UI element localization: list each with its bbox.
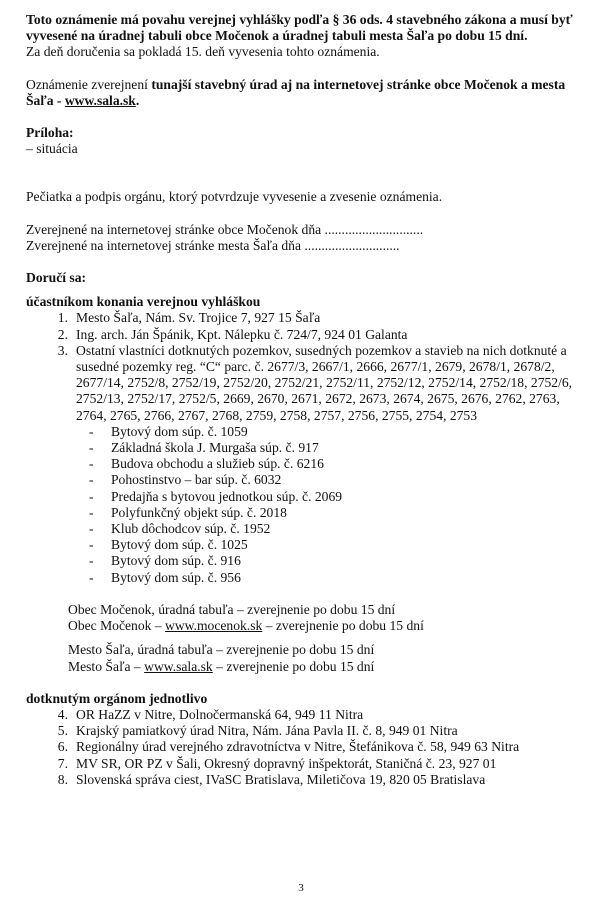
board-text: – zverejnenie po dobu 15 dní (212, 658, 375, 674)
list-item: - Budova obchodu a služieb súp. č. 6216 (89, 456, 324, 472)
list-item: - Predajňa s bytovou jednotkou súp. č. 2069 (89, 488, 343, 504)
list-number: 2. (57, 326, 68, 342)
document-page (26, 12, 586, 788)
list-item (26, 343, 586, 424)
published-sala: Zverejnené na internetovej stránke mesta Šaľa dňa ............................ (26, 237, 400, 253)
stamp-signature-text: Pečiatka a podpis orgánu, ktorý potvrdzuje vyvesenie a zvesenie oznámenia. (26, 189, 443, 205)
published-mocenok: Zverejnené na internetovej stránke obce Močenok dňa ............................. (26, 221, 424, 237)
list-item (26, 756, 586, 772)
list-number: 8. (57, 771, 68, 787)
delivery-date-statement: Za deň doručenia sa pokladá 15. deň vyvesenia tohto oznámenia. (26, 44, 380, 60)
board-text: Obec Močenok, úradná tabuľa – zverejnenie po dobu 15 dní (68, 601, 396, 617)
list-text: Regionálny úrad verejného zdravotníctva v Nitre, Štefánikova č. 58, 949 63 Nitra (76, 739, 520, 755)
list-item: - Polyfunkčný objekt súp. č. 2018 (89, 504, 287, 520)
list-item: - Klub dôchodcov súp. č. 1952 (89, 521, 271, 537)
publication-statement (26, 77, 586, 109)
building-text: Základná škola J. Murgaša súp. č. 917 (111, 440, 319, 456)
board-text: Mesto Šaľa, úradná tabuľa – zverejnenie po dobu 15 dní (68, 642, 375, 658)
mocenok-website-link[interactable]: www.mocenok.sk (165, 618, 263, 634)
participants-heading: účastníkom konania verejnou vyhláškou (26, 294, 261, 310)
list-text: Ostatní vlastníci dotknutých pozemkov, susedných pozemkov a stavieb na nich dotknuté a susedné pozemky reg. “C“ parc. č. 2677/3, 2667/1, 2666, 2677/1, 2679, 2678/1, 2678/2, 2677/14, 2752/8, 2752/19, 2752/20, 2752/21, 2752/11, 2752/12, 2752/14, 2752/18, 2752/6, 2752/13, 2752/17, 2752/5, 2669, 2670, 2671, 2672, 2673, 2674, 2675, 2676, 2762, 2763, 2764, 2765, 2766, 2767, 2768, 2759, 2758, 2757, 2756, 2755, 2754, 2753 (76, 342, 573, 423)
building-text: Pohostinstvo – bar súp. č. 6032 (111, 472, 282, 488)
building-text: Budova obchodu a služieb súp. č. 6216 (111, 456, 324, 472)
list-item: - Základná škola J. Murgaša súp. č. 917 (89, 440, 319, 456)
list-number: 6. (57, 739, 68, 755)
building-text: Bytový dom súp. č. 1025 (111, 537, 248, 553)
boards-block (26, 602, 586, 675)
building-text: Polyfunkčný objekt súp. č. 2018 (111, 504, 287, 520)
attachment-heading: Príloha: (26, 125, 74, 141)
list-item (26, 772, 586, 788)
publication-prefix: Oznámenie zverejnení (26, 76, 152, 92)
authorities-heading: dotknutým orgánom jednotlivo (26, 690, 208, 706)
list-text: Slovenská správa ciest, IVaSC Bratislava, Miletičova 19, 820 05 Bratislava (76, 771, 486, 787)
list-number: 7. (57, 755, 68, 771)
attachment-item: – situácia (26, 141, 78, 157)
public-notice-statement: Toto oznámenie má povahu verejnej vyhlášky podľa § 36 ods. 4 stavebného zákona a musí byť vyvesené na úradnej tabuli obce Močenok a úradnej tabuli mesta Šaľa po dobu 15 dní. (26, 12, 573, 44)
list-number: 3. (57, 342, 68, 358)
list-item (26, 327, 586, 343)
participants-list (26, 310, 586, 423)
list-item (26, 707, 586, 723)
list-item: - Bytový dom súp. č. 1025 (89, 537, 248, 553)
list-item: - Bytový dom súp. č. 1059 (89, 423, 248, 439)
list-text: MV SR, OR PZ v Šali, Okresný dopravný inšpektorát, Staničná č. 23, 927 01 (76, 755, 497, 771)
list-text: Krajský pamiatkový úrad Nitra, Nám. Jána Pavla II. č. 8, 949 01 Nitra (76, 723, 458, 739)
list-text: Mesto Šaľa, Nám. Sv. Trojice 7, 927 15 Šaľa (76, 310, 321, 326)
list-text: Ing. arch. Ján Špánik, Kpt. Nálepku č. 724/7, 924 01 Galanta (76, 326, 408, 342)
list-item: - Bytový dom súp. č. 956 (89, 569, 241, 585)
board-text: Obec Močenok – (68, 618, 166, 634)
building-text: Klub dôchodcov súp. č. 1952 (111, 521, 271, 537)
list-item (26, 723, 586, 739)
board-sala-web (68, 659, 586, 675)
publication-bold-part: tunajší stavebný úrad aj na internetovej stránke obce Močenok a mesta Šaľa - (26, 76, 566, 108)
board-mocenok-tabula (68, 602, 586, 618)
list-item (26, 739, 586, 755)
list-item: - Bytový dom súp. č. 916 (89, 553, 241, 569)
buildings-list (26, 424, 586, 586)
sala-website-link[interactable]: www.sala.sk (144, 658, 213, 674)
sala-website-link[interactable]: www.sala.sk (64, 92, 136, 108)
list-number: 5. (57, 723, 68, 739)
list-item (26, 310, 586, 326)
building-text: Bytový dom súp. č. 1059 (111, 423, 248, 439)
authorities-list (26, 707, 586, 788)
board-sala-tabula (68, 642, 586, 658)
building-text: Bytový dom súp. č. 916 (111, 553, 241, 569)
delivery-heading: Doručí sa: (26, 270, 87, 286)
page-number: 3 (298, 882, 304, 894)
list-number: 1. (57, 310, 68, 326)
publication-suffix: . (135, 92, 140, 108)
board-mocenok-web (68, 618, 586, 634)
board-text: – zverejnenie po dobu 15 dní (262, 618, 424, 634)
board-text: Mesto Šaľa – (68, 658, 145, 674)
list-number: 4. (57, 706, 68, 722)
building-text: Predajňa s bytovou jednotkou súp. č. 2069 (111, 488, 343, 504)
building-text: Bytový dom súp. č. 956 (111, 569, 241, 585)
list-text: OR HaZZ v Nitre, Dolnočermanská 64, 949 11 Nitra (76, 706, 364, 722)
list-item: - Pohostinstvo – bar súp. č. 6032 (89, 472, 282, 488)
